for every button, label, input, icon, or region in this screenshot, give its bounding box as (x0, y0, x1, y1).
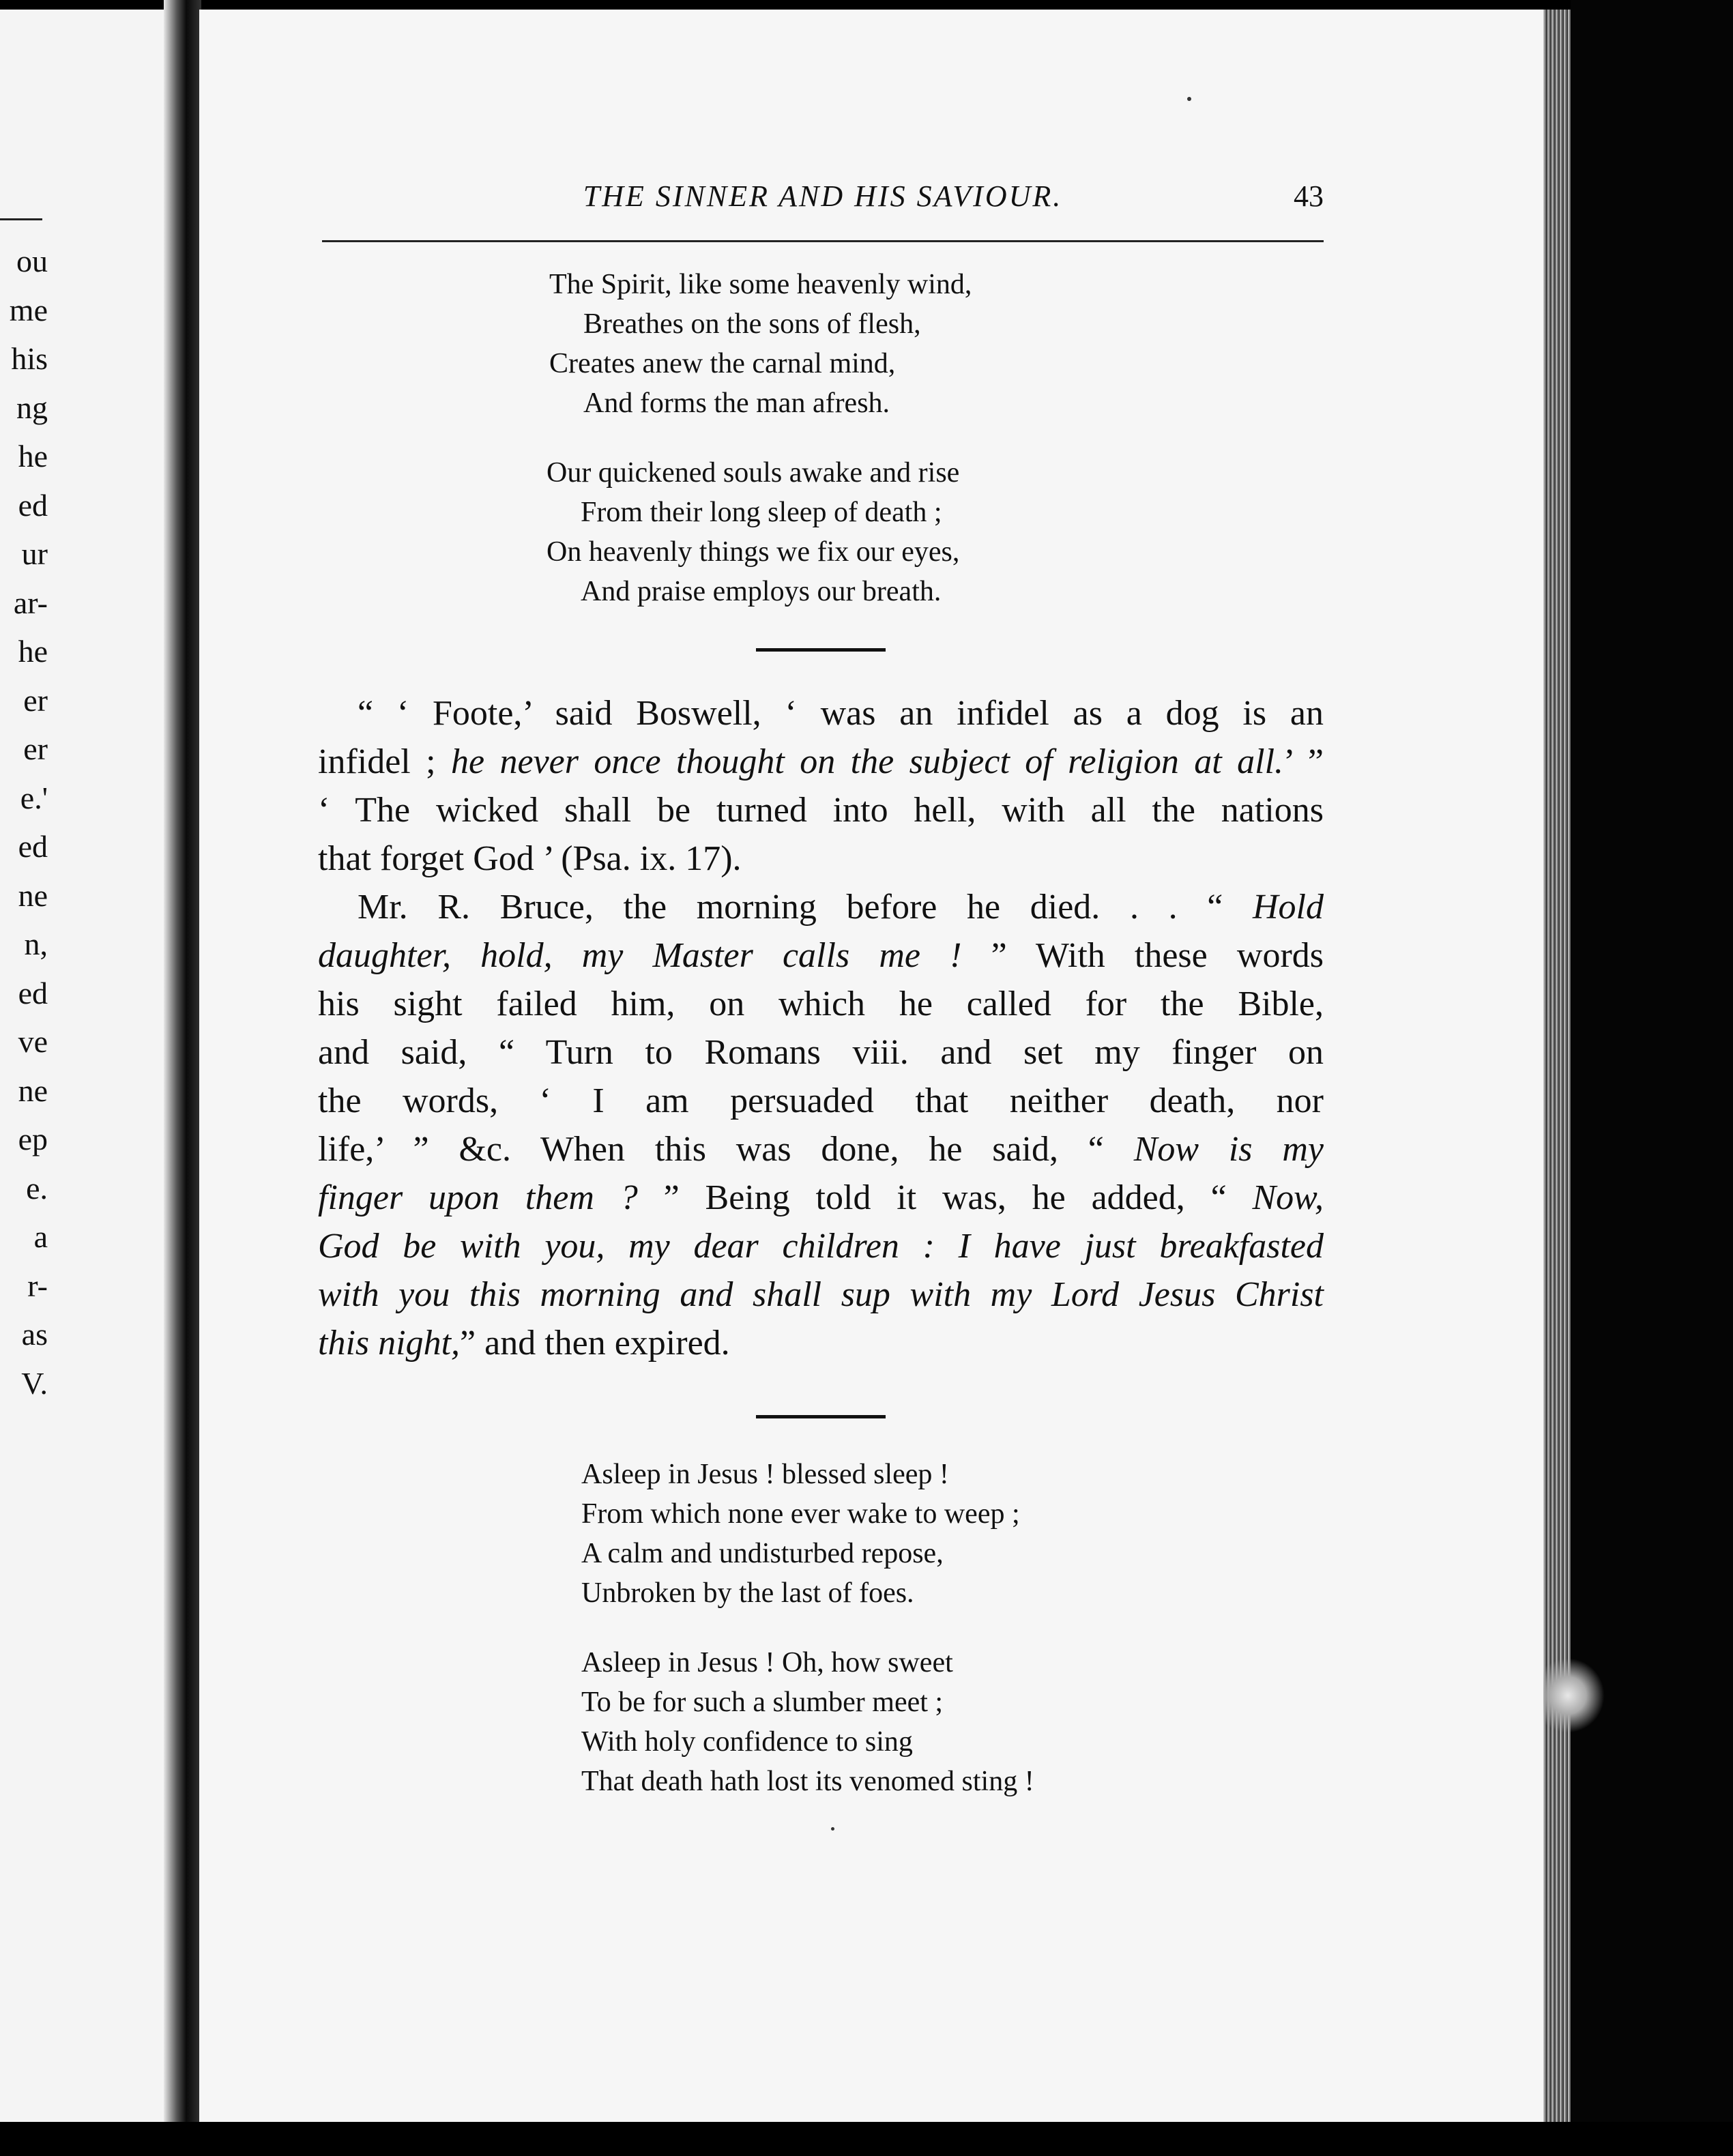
header-rule (322, 240, 1324, 242)
left-page-fragment: ve (18, 1024, 48, 1059)
verse-line: And forms the man afresh. (583, 388, 890, 419)
prose-line: God be with you, my dear children : I have just breakfasted (318, 1227, 1324, 1266)
hymn1-stanza2 (547, 453, 959, 611)
paragraph-foote (318, 689, 1324, 883)
prose-line: ‘ The wicked shall be turned into hell, with all the nations (318, 791, 1324, 830)
prose-line: “ ‘ Foote,’ said Boswell, ‘ was an infidel as a dog is an (358, 694, 1324, 733)
hymn1-stanza1 (549, 265, 972, 423)
prose-line: that forget God ’ (Psa. ix. 17). (318, 839, 742, 878)
italic-run: this night, (318, 1324, 461, 1363)
left-page-fragment: ur (21, 536, 48, 571)
verse-line: And praise employs our breath. (581, 576, 942, 607)
scan-speck (831, 1827, 834, 1831)
prose-line: the words, ‘ I am persuaded that neither death, nor (318, 1081, 1324, 1120)
verse-line: Breathes on the sons of flesh, (583, 308, 921, 340)
left-page-fragment: ng (16, 390, 48, 425)
left-page-fragment: n, (24, 927, 48, 961)
left-page-fragment: er (23, 731, 48, 766)
left-page-fragment: me (9, 292, 48, 327)
left-page-fragment: er (23, 682, 48, 718)
verse-line: Creates anew the carnal mind, (549, 348, 896, 379)
section-separator (756, 1415, 886, 1418)
italic-run: finger upon them ? (318, 1178, 638, 1217)
left-page-fragment: ou (16, 244, 48, 278)
left-page-fragment: r- (27, 1268, 48, 1303)
left-page-fragment: he (18, 634, 48, 669)
left-page-fragment: V. (21, 1365, 48, 1401)
prose-line: with you this morning and shall sup with my Lord Jesus Christ (318, 1275, 1324, 1314)
verse-line: Asleep in Jesus ! Oh, how sweet (581, 1647, 953, 1678)
verse-line: To be for such a slumber meet ; (581, 1687, 944, 1718)
verse-line: With holy confidence to sing (581, 1726, 913, 1758)
left-page-rule (0, 218, 42, 220)
text-run: Mr. R. Bruce, the morning before he died. . . “ (358, 888, 1253, 927)
left-page-fragment: ep (18, 1122, 48, 1156)
scan-speck (1187, 97, 1191, 101)
left-page-fragment: ne (18, 877, 48, 913)
left-page-fragment: e. (26, 1170, 48, 1206)
section-separator (756, 648, 886, 652)
running-title: THE SINNER AND HIS SAVIOUR. (583, 179, 1063, 213)
italic-run: Now is my (1133, 1130, 1324, 1169)
prose-line (318, 1174, 1324, 1222)
verse-line: From their long sleep of death ; (581, 497, 942, 528)
verse-line: A calm and undisturbed repose, (581, 1538, 944, 1569)
prose-line (318, 738, 1324, 786)
prose-block (318, 689, 1324, 1367)
scan-background (1571, 0, 1733, 2156)
hymn2-stanza1 (581, 1455, 1020, 1613)
prose-line (318, 931, 1324, 980)
italic-run: Hold (1253, 888, 1324, 927)
verse-line: Asleep in Jesus ! blessed sleep ! (581, 1459, 949, 1490)
prose-line: his sight failed him, on which he called for the Bible, (318, 985, 1324, 1023)
text-run: ’ ” (1283, 742, 1324, 781)
text-run: infidel ; (318, 742, 452, 781)
book-gutter (164, 0, 201, 2156)
prose-line (318, 1319, 1324, 1367)
text-run: life,’ ” &c. When this was done, he said, “ (318, 1130, 1134, 1169)
italic-run: daughter, hold, my Master calls me ! (318, 936, 962, 975)
text-run: ” and then expired. (460, 1324, 730, 1363)
left-page-fragment: e.' (20, 780, 48, 815)
left-page-fragment: he (18, 439, 48, 474)
verse-line: That death hath lost its venomed sting ! (581, 1766, 1034, 1797)
page-edges (1543, 10, 1571, 2125)
italic-run: Now, (1252, 1178, 1324, 1217)
left-page-fragment: ed (18, 487, 48, 523)
left-page-fragment: ne (18, 1073, 48, 1108)
verse-line: Our quickened souls awake and rise (547, 457, 960, 489)
left-page-fragment: ar- (13, 585, 48, 620)
prose-line (318, 1125, 1324, 1174)
italic-run: he never once thought on the subject of religion at all. (451, 742, 1284, 781)
thumb-smudge (1543, 1658, 1605, 1733)
verse-line: Unbroken by the last of foes. (581, 1577, 914, 1609)
left-page-fragment: a (33, 1219, 48, 1254)
prose-line: and said, “ Turn to Romans viii. and set my finger on (318, 1033, 1324, 1072)
text-run: ” With these words (961, 936, 1324, 975)
scan-bottom-edge (0, 2122, 1733, 2156)
verse-line: From which none ever wake to weep ; (581, 1498, 1020, 1530)
page-header (322, 179, 1324, 220)
verse-line: The Spirit, like some heavenly wind, (549, 269, 972, 300)
left-page-fragment: as (21, 1317, 48, 1352)
left-page-fragment: his (11, 341, 48, 376)
hymn2-stanza2 (581, 1643, 1034, 1801)
left-page-fragment: ed (18, 975, 48, 1010)
paragraph-bruce (318, 883, 1324, 1367)
left-page-fragment: ed (18, 829, 48, 864)
prose-line (318, 883, 1324, 931)
text-run: ” Being told it was, he added, “ (637, 1178, 1253, 1217)
verse-line: On heavenly things we fix our eyes, (547, 536, 960, 568)
page-number: 43 (1294, 179, 1324, 213)
